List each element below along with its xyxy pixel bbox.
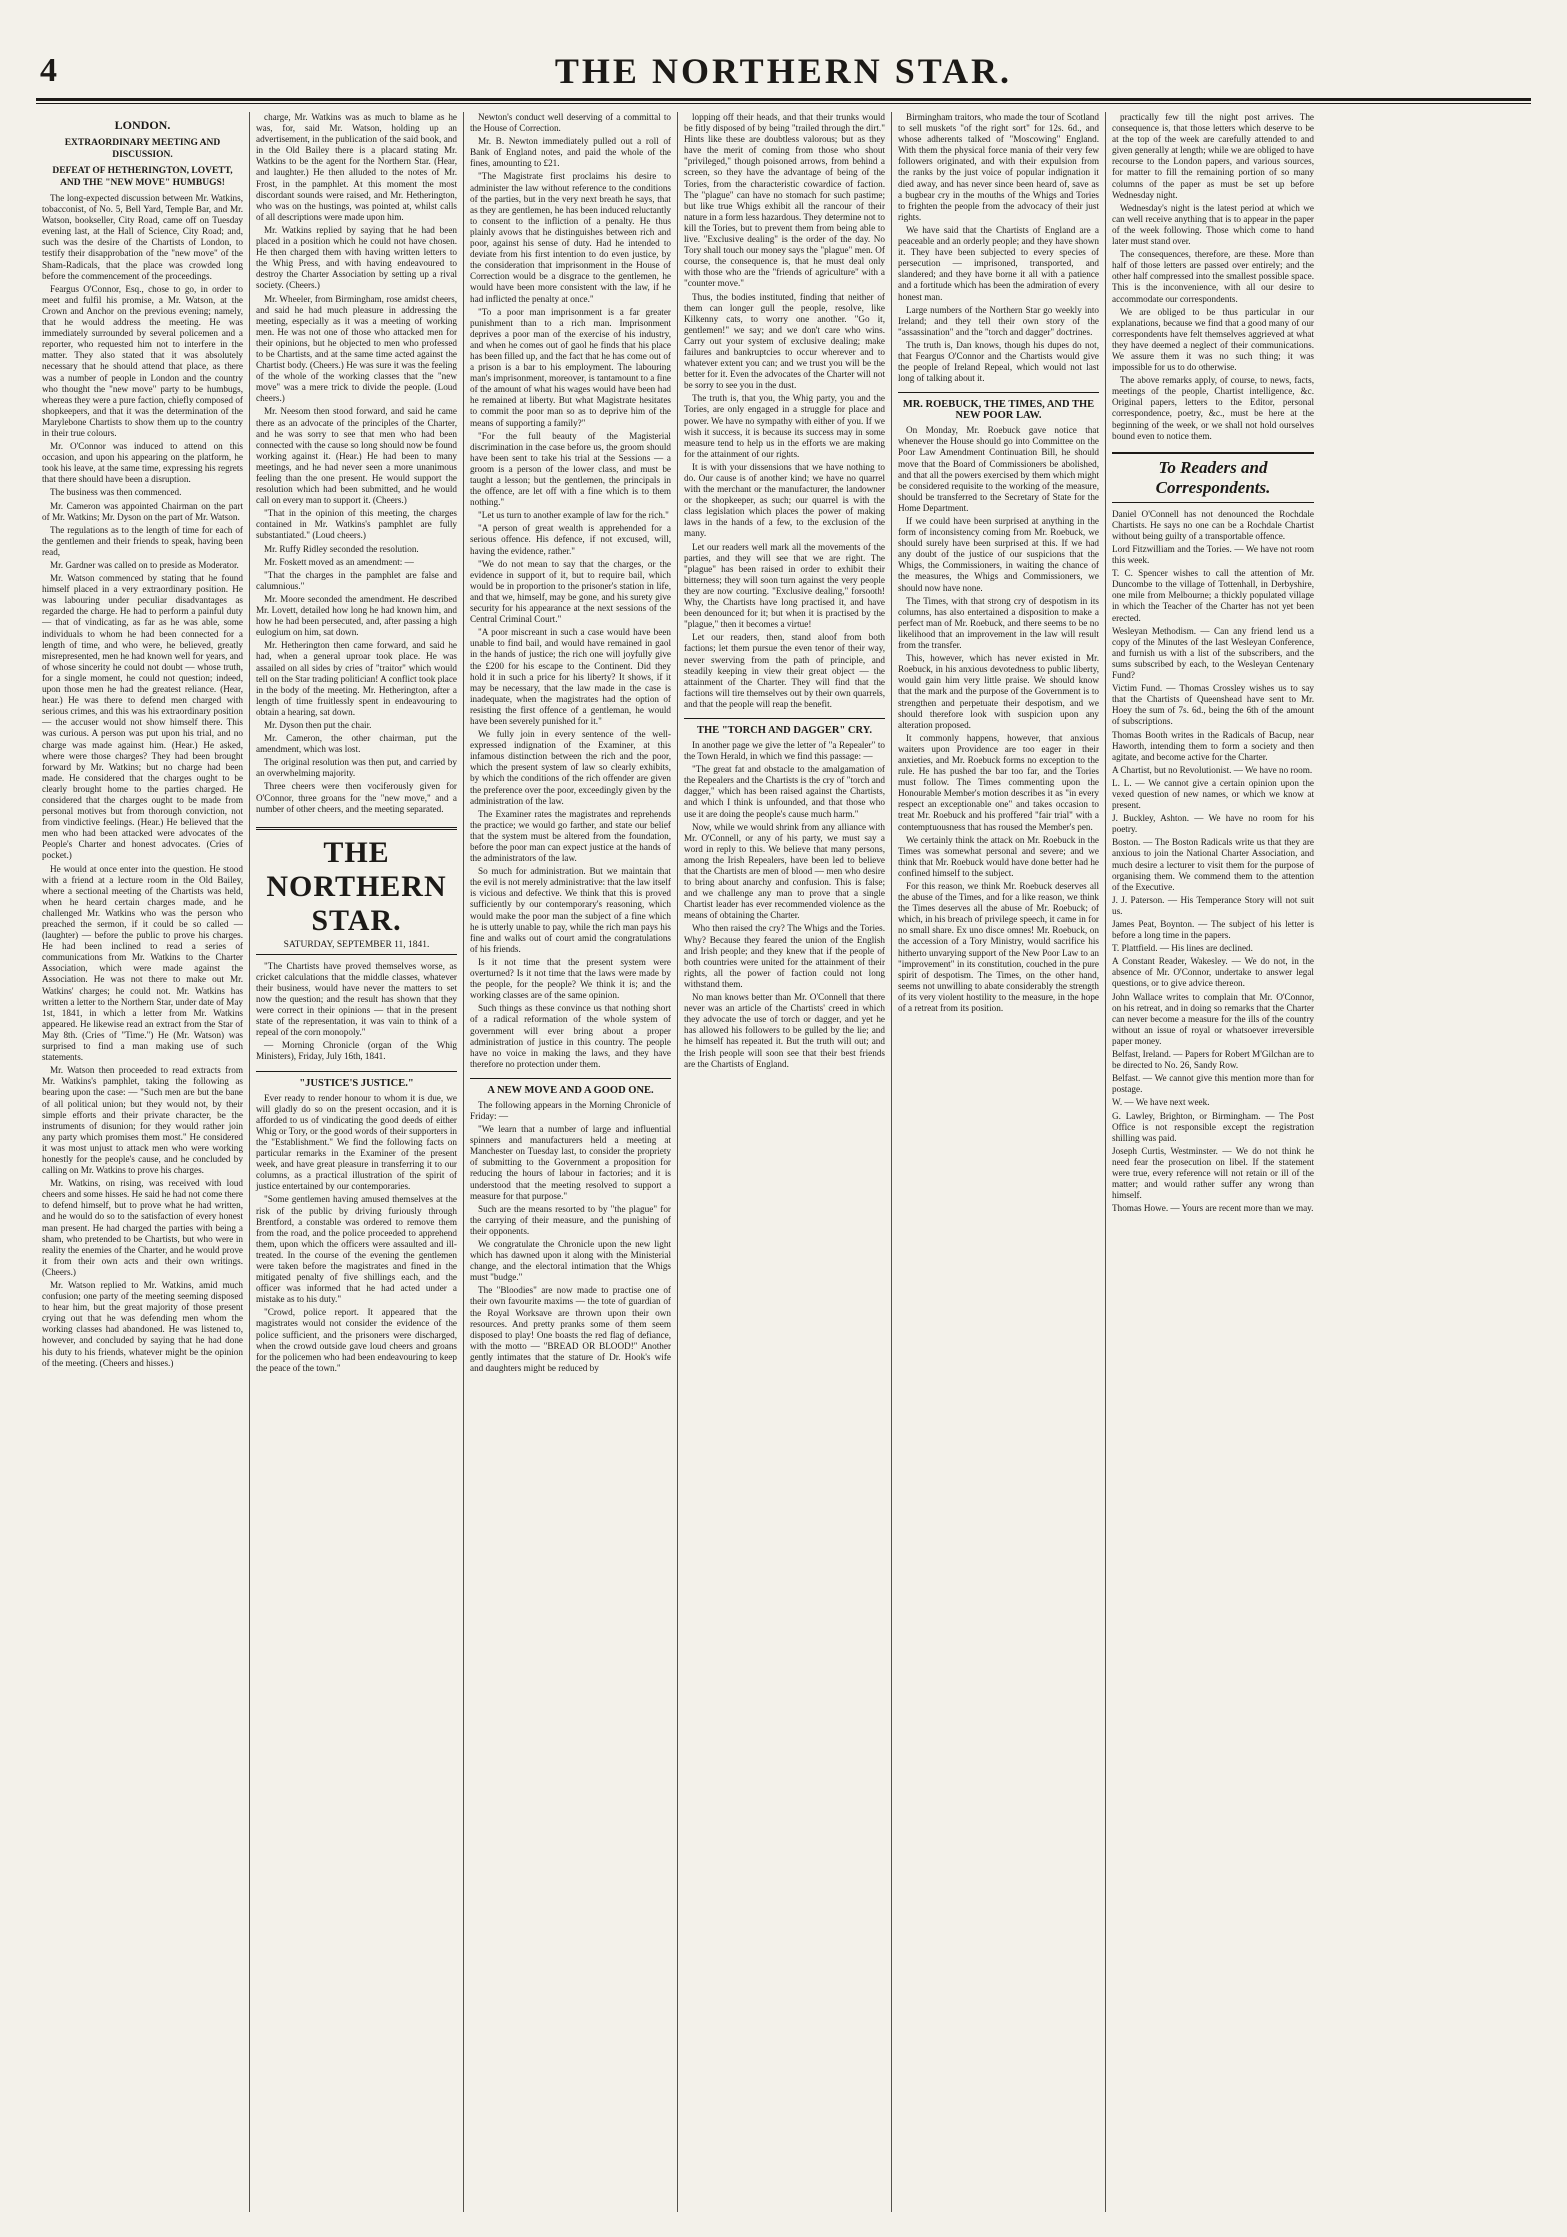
article-body — [898, 112, 1099, 384]
notice-item: John Wallace writes to complain that Mr. O'Connor, on his retreat, and in doing so remarks that the Charter can never become a measure for the ills of the country without an issue of royal or whatsoever irreversible paper money. — [1112, 991, 1314, 1046]
paragraph: Mr. Watson then proceeded to read extracts from Mr. Watkins's pamphlet, taking the following as bearing upon the case: — "Such men are but the bane of all political union; but they would not, by their simple efforts and their private character, be the instruments of disunion; for they would rather join any party which promises them most." He considered it was most unjust to attack men who were working honestly for the people's cause, and he concluded by calling on Mr. Watkins to prove his charges. — [42, 1065, 243, 1176]
paragraph: Mr. Cameron was appointed Chairman on the part of Mr. Watkins; Mr. Dyson on the part of Mr. Watson. — [42, 500, 243, 522]
notice-item: Lord Fitzwilliam and the Tories. — We have not room this week. — [1112, 544, 1314, 566]
paragraph: Is it not time that the present system were overturned? Is it not time that the laws were made by the people, for the people? We think it is; and the working classes are of the same opinion. — [470, 956, 671, 1001]
paragraph: Mr. Watkins replied by saying that he had been placed in a position which he could not have chosen. He then charged them with having written letters to the Whig Press, and with having endeavoured to destroy the Charter Association by setting up a rival society. (Cheers.) — [256, 224, 457, 291]
paragraph: Mr. Watkins, on rising, was received with loud cheers and some hisses. He said he had not come there to defend himself, but to prove what he had written, and he would do so to the satisfaction of every honest man present. He had charged the parties with being a sham, who pretended to be Chartists, but who were in reality the enemies of the Charter, and he would prove it from their own acts and their own writings. (Cheers.) — [42, 1178, 243, 1277]
columns — [36, 112, 1531, 2212]
paragraph: The truth is, that you, the Whig party, you and the Tories, are only engaged in a struggle for place and power. We have no sympathy with either of you. If we wish it success, it is because its success may in some measure tend to help us in the efforts we are making for the attainment of our rights. — [684, 393, 885, 459]
paragraph: Mr. Moore seconded the amendment. He described Mr. Lovett, detailed how long he had known him, and how he had been persecuted, and, after passing a high eulogium on him, sat down. — [256, 593, 457, 638]
paragraph: Mr. Dyson then put the chair. — [264, 719, 372, 730]
notice-item: Joseph Curtis, Westminster. — We do not think he need fear the prosecution on libel. If the statement were true, every reference will not retain or ill of the matter; and would rather suffer any wrong than himself. — [1112, 1145, 1314, 1201]
paragraph: The Times, with that strong cry of despotism in its columns, has also entertained a disposition to make a perfect man of Mr. Roebuck, and there seems to be no likelihood that an improvement in the law will result from the transfer. — [898, 595, 1099, 651]
article-heading: A NEW MOVE AND A GOOD ONE. — [470, 1078, 671, 1096]
paragraph: "The Magistrate first proclaims his desire to administer the law without reference to the conditions of the parties, but in the very next breath he says, that as they are gentlemen, he has been induced reluctantly to consent to the infliction of a penalty. He thus plainly avows that he distinguishes between rich and poor, against his sense of duty. Had he intended to deviate from his first intention to do even justice, by the consideration that imprisonment in the House of Correction would be a disgrace to the gentlemen, he would have been more consistent with the law, if he had inflicted the penalty at once." — [470, 171, 671, 304]
notice-item: Victim Fund. — Thomas Crossley wishes us to say that the Chartists of Queenshead have sent to Mr. Hoey the sum of 7s. 6d., being the 6th of the amount of subscriptions. — [1112, 683, 1314, 727]
paragraph: "That in the opinion of this meeting, the charges contained in Mr. Watkins's pamphlet are fully substantiated." (Loud cheers.) — [256, 508, 457, 541]
editorial-date: SATURDAY, SEPTEMBER 11, 1841. — [256, 940, 457, 955]
paragraph: We certainly think the attack on Mr. Roebuck in the Times was somewhat personal and severe; and we think that Mr. Roebuck would have done better had he confined himself to the subject. — [898, 834, 1099, 878]
paragraph: The original resolution was then put, and carried by an overwhelming majority. — [256, 757, 457, 779]
paragraph: charge, Mr. Watkins was as much to blame as he was, for, said Mr. Watson, holding up an advertisement, in the publication of the said book, and in the Old Bailey there is a placard stating Mr. Watkins to be the agent for the Northern Star. (Hear, and laughter.) He then alluded to the notes of Mr. Frost, in the pamphlet. At this moment the most discordant sounds were raised, and Mr. Hetherington, who was on the hustings, was pointed at, whilst calls of all descriptions were made upon him. — [256, 112, 457, 222]
article-body — [898, 425, 1099, 1014]
paragraph: He would at once enter into the question. He stood with a friend at a lecture room in the Old Bailey, where a sectional meeting of the Chartists was held, when he heard certain charges made, and he challenged Mr. Watkins who was the person who preached the sermon, if it could be so called — (laughter) — before the public to prove his charges. He had been inclined to read a series of communications from Mr. Watkins to the Charter Association, which were made against the Association. He was not there to make out Mr. Watkins' charges; he could not. Mr. Watkins has written a letter to the Northern Star, under date of May 1st, 1841, in which a letter from Mr. Watkins appeared. He likewise read an extract from the Star of May 8th. (Cries of "Time.") He (Mr. Watson) was surprised to find a man making use of such statements. — [42, 863, 243, 1063]
notice-item: Thomas Howe. — Yours are recent more than we may. — [1112, 1203, 1314, 1214]
article-body — [470, 1100, 671, 1374]
paragraph: Mr. Gardner was called on to preside as Moderator. — [50, 560, 239, 570]
column-1 — [36, 112, 250, 2212]
paragraph: This, however, which has never existed in Mr. Roebuck, in his anxious devotedness to public liberty, would gain him very little praise. We should know that the mark and the purpose of the Government is to strengthen and perpetuate their despotism, and we should therefore look with suspicion upon any alteration proposed. — [898, 653, 1099, 730]
notice-item: Belfast, Ireland. — Papers for Robert M'Gilchan are to be directed to No. 26, Sandy Row. — [1112, 1049, 1314, 1071]
paragraph: Mr. Ruffy Ridley seconded the resolution. — [264, 543, 419, 554]
column-2 — [250, 112, 464, 2212]
notice-item: James Peat, Boynton. — The subject of his letter is before a long time in the papers. — [1112, 919, 1314, 941]
paragraph: Such things as these convince us that nothing short of a radical reformation of the whole system of government will ever bring about a proper administration of justice in this country. The people have no voice in making the laws, and they have therefore no protection under them. — [470, 1003, 671, 1069]
column-5 — [892, 112, 1106, 2212]
paragraph: "That the charges in the pamphlet are false and calumnious." — [256, 569, 457, 591]
paragraph: No man knows better than Mr. O'Connell that there never was an article of the Chartists' creed in which they advocate the use of torch or dagger, and yet he has allowed his followers to be gulled by the lie; and he himself has repeated it. But the truth will out; and the Irish people will soon see that their best friends are the Chartists of England. — [684, 992, 885, 1069]
article-body — [256, 112, 457, 815]
article-body — [42, 193, 243, 1369]
paragraph: Mr. Watson replied to Mr. Watkins, amid much confusion; one party of the meeting seeming disposed to hear him, but the great majority of those present crying out that he was defending men whom the working classes had abandoned. He was listened to, however, and concluded by saying that he had done his duty to his friends, whatever might be the opinion of the meeting. (Cheers and hisses.) — [42, 1280, 243, 1368]
paragraph: "Crowd, police report. It appeared that the magistrates would not consider the evidence of the police sufficient, and the prisoners were discharged, when the crowd outside gave loud cheers and groans for the policemen who had been endeavouring to keep the peace of the town." — [256, 1307, 457, 1373]
paragraph: Now, while we would shrink from any alliance with Mr. O'Connell, or any of his party, we must say a word in reply to this. We believe that many persons, among the Irish Repealers, have been led to believe that the Chartists are men of blood — men who desire to bring about anarchy and confusion. This is false; and we challenge any man to prove that a single Chartist leader has ever recommended violence as the means of obtaining the Charter. — [684, 821, 885, 921]
article-body — [256, 1093, 457, 1374]
notice-item: W. — We have next week. — [1112, 1097, 1210, 1108]
correspondents-heading: To Readers and Correspondents. — [1112, 452, 1314, 503]
paragraph: Mr. B. Newton immediately pulled out a roll of Bank of England notes, and paid the whole of the fines, amounting to £21. — [470, 136, 671, 169]
column-6 — [1106, 112, 1320, 2212]
paragraph: Let our readers well mark all the movements of the parties, and they will see that we are right. The "plague" has been raised in order to exhibit their bitterness; they will soon turn against the very people they are now courting. "Exclusive dealing," forsooth! Why, the Chartists have long practised it, and have been denounced for it; but when it is practised by the "plague," then it becomes a virtue! — [684, 541, 885, 630]
notice-item: Thomas Booth writes in the Radicals of Bacup, near Haworth, intending them to form a society and then agitate, and become active for the Charter. — [1112, 729, 1314, 762]
paragraph: We congratulate the Chronicle upon the new light which has dawned upon it along with the Ministerial change, and the electoral intimation that the Whigs must "budge." — [470, 1239, 671, 1283]
paragraph: Who then raised the cry? The Whigs and the Tories. Why? Because they feared the union of the English and Irish people; and they knew that if the people of both countries were united for the attainment of their rights, all the power of faction could not long withstand them. — [684, 923, 885, 989]
article-body — [1112, 112, 1314, 442]
paragraph: Thus, the bodies instituted, finding that neither of them can longer gull the people, resolve, like Kilkenny cats, to worry one another. "Go it, gentlemen!" we say; and we don't care who wins. Carry out your system of exclusive dealing; make failures and bankruptcies to occur wherever and to whatever extent you can; and we trust you will be the better for it. Even the advocates of the Charter will not be sorry to see you in the dust. — [684, 291, 885, 391]
paragraph: Wednesday's night is the latest period at which we can well receive anything that is to appear in the paper of the week following. Those which come to hand later must stand over. — [1112, 202, 1314, 247]
notice-item: L. L. — We cannot give a certain opinion upon the vexed question of new names, or which we know at present. — [1112, 777, 1314, 811]
paragraph: Mr. Hetherington then came forward, and said he had, when a general uproar took place. He was assailed on all sides by cries of "traitor" which would tell on the Star trading politician! A conflict took place in the body of the meeting. Mr. Hetherington, after a length of time fruitlessly spent in endeavouring to obtain a hearing, sat down. — [256, 640, 457, 717]
article-heading: THE "TORCH AND DAGGER" CRY. — [684, 718, 885, 736]
notice-item: Boston. — The Boston Radicals write us that they are anxious to join the National Charter Association, and much desire a lecturer to visit them for the purpose of organising them. We commend them to the attention of the Executive. — [1112, 837, 1314, 892]
notice-item: T. Plattfield. — His lines are declined. — [1112, 943, 1253, 954]
article-body — [684, 740, 885, 1070]
paragraph: Such are the means resorted to by "the plague" for the carrying of their measure, and the punishing of their opponents. — [470, 1203, 671, 1236]
paragraph: lopping off their heads, and that their trunks would be fitly disposed of by being "trailed through the dirt." Hints like these are doubtless valorous; but as they have the merit of coming from those who shout "privileged," though poisoned arrows, from behind a screen, so they have the advantage of being of the Tories, from the characteristic cowardice of faction. The "plague" can have no stomach for such pastime; but like true Whigs exhibit all the rancour of their nature in a form less hazardous. They determine not to kill the Tories, but to prevent them from being able to live. "Exclusive dealing" is the order of the day. No Tory shall touch our money says the "plague" men. Of course, the consequence is, that he must deal only with those who are the "friends of agriculture" with a "counter move." — [684, 112, 885, 289]
paragraph: Let our readers, then, stand aloof from both factions; let them pursue the even tenor of their way, never swerving from the path of principle, and steadily keeping in view their great object — the attainment of the Charter. They will find that the factions will tire themselves out by their own quarrels, and that the people will reap the benefit. — [684, 632, 885, 709]
paragraph: "For the full beauty of the Magisterial discrimination in the case before us, the groom should have been sent to take his trial at the Sessions — a groom is a person of the lower class, and must be taught a lesson; but the gentlemen, the principals in the offence, are let off with a fine which is to them nothing." — [470, 430, 671, 508]
paragraph: "Let us turn to another example of law for the rich." — [478, 510, 669, 521]
paragraph: practically few till the night post arrives. The consequence is, that those letters which deserve to be at the top of the week are carefully attended to and given generally at length; while we are obliged to have recourse to the London papers, and various sources, for matter to fill the remaining portion of so many columns of the paper as must be set up before Wednesday night. — [1112, 112, 1314, 200]
paragraph: The business was then commenced. — [50, 487, 182, 498]
notice-item: A Constant Reader, Wakesley. — We do not, in the absence of Mr. O'Connor, undertake to answer legal questions, or to give advice thereon. — [1112, 956, 1314, 989]
paragraph: "A poor miscreant in such a case would have been unable to find bail, and would have remained in gaol in the hands of justice; the rich one will joyfully give the £200 for his escape to the Continent. Did they hold it in such a price for his liberty? It shows, if it may be necessary, that the law made in the case is inadequate, when the magistrates had the option of resisting the first offence of a gentleman, he would have been severely punished for it." — [470, 627, 671, 726]
paragraph: Three cheers were then vociferously given for O'Connor, three groans for the "new move," and a number of other cheers, and the meeting separated. — [256, 781, 457, 814]
editorial-masthead: THE NORTHERN STAR. — [256, 827, 457, 938]
paragraph: The above remarks apply, of course, to news, facts, meetings of the people, Chartist intelligence, &c. Original papers, letters to the Editor, personal correspondence, poetry, &c., must be here at the beginning of the week, or we shall not hold ourselves bound even to notice them. — [1112, 375, 1314, 441]
paragraph: On Monday, Mr. Roebuck gave notice that whenever the House should go into Committee on the Poor Law Amendment Continuation Bill, he should move that the Board of Commissioners be abolished, and that all the powers exercised by them which might be considered requisite to the working of the measure, should be transferred to the Secretary of State for the Home Department. — [898, 425, 1099, 513]
masthead-rule-thin — [36, 103, 1531, 104]
article-subheading: DEFEAT OF HETHERINGTON, LOVETT, AND THE "NEW MOVE" HUMBUGS! — [52, 166, 233, 188]
article-body — [684, 112, 885, 710]
notice-item: Wesleyan Methodism. — Can any friend lend us a copy of the Minutes of the last Wesleyan Conference, and furnish us with a list of the subscribers, and the sums subscribed by each, to the Wesleyan Centenary Fund? — [1112, 625, 1314, 681]
column-4 — [678, 112, 892, 2212]
paragraph: If we could have been surprised at anything in the form of inconsistency coming from Mr. Roebuck, we should surely have been surprised at this. If we had any doubt of the justice of our suspicions that the Whigs, the Commissioners, in waiting the chance of the measures, the Whigs and Commissioners, we should now have none. — [898, 516, 1099, 593]
paragraph: For this reason, we think Mr. Roebuck deserves all the abuse of the Times, and for a like reason, we think the Times deserves all the abuse of Mr. Roebuck; of which, in his breach of privilege speech, it came in for no small share. Ex uno disce omnes! Mr. Roebuck, on the accession of a Tory Ministry, would sacrifice his hitherto unvarying support of the New Poor Law to an "improvement" in its constitution, couched in the pure spirit of despotism. The Times, on the other hand, seems not unwilling to abate considerably the strength of its very violent hostility to the measure, in the hope of a retreat from its position. — [898, 881, 1099, 1014]
paragraph: Ever ready to render honour to whom it is due, we will gladly do so on the present occasion, and it is afforded to us of vindicating the good deeds of either Whig or Tory, or the good words of their supporters in the "Establishment." We find the following facts on particular remarks in the Examiner of the present week, and have great pleasure in transferring it to our columns, as a practical illustration of the spirit of justice entertained by our contemporaries. — [256, 1092, 457, 1192]
paragraph: Mr. O'Connor was induced to attend on this occasion, and upon his appearing on the platform, he took his leave, at the same time, expressing his regrets that there should have been a disruption. — [42, 441, 243, 485]
paragraph: "To a poor man imprisonment is a far greater punishment than to a rich man. Imprisonment deprives a poor man of the exercise of his industry, and when he comes out of gaol he finds that his place has been filled up, and the fact that he has come out of a prison is a bar to his employment. The labouring man's imprisonment, moreover, is tantamount to a fine of the amount of what his wages would have been had he remained at liberty. But what Magistrate hesitates to commit the poor man so as to deprive him of the means of supporting a family?" — [470, 306, 671, 428]
notice-item: J. J. Paterson. — His Temperance Story will not suit us. — [1112, 894, 1314, 916]
correspondents-notices — [1112, 509, 1314, 1215]
masthead-rule — [36, 98, 1531, 101]
paragraph: We are obliged to be thus particular in our explanations, because we find that a good many of our correspondents have felt themselves aggrieved at what they have deemed a neglect of their communications. We assure them it was no such thing; it was impossible for us to do otherwise. — [1112, 306, 1314, 373]
paragraph: So much for administration. But we maintain that the evil is not merely administrative: that the law itself is vicious and defective. We think that this is proved sufficiently by our contemporary's reasoning, which would make the poor man the subject of a fine which he is utterly unable to pay, while the rich man pays his fine and walks out of court amid the congratulations of his friends. — [470, 866, 671, 954]
notice-item: Daniel O'Connell has not denounced the Rochdale Chartists. He says no one can be a Rochdale Chartist without being guilty of a transportable offence. — [1112, 508, 1314, 541]
paragraph: Mr. Neesom then stood forward, and said he came there as an advocate of the principles of the Charter, and he was sorry to see that men who had been connected with the cause so long should now be found working against it. (Hear.) He had been to many meetings, and he had never seen a more unanimous feeling than the one present. He would support the resolution which had been submitted, and he would call on every man to support it. (Cheers.) — [256, 406, 457, 506]
quote-text: "The Chartists have proved themselves worse, as cricket calculations that the middle classes, whatever their business, would have never the matters to set now the question; and the result has shown that they were correct in their opinions — that in the present state of the representation, it was vain to think of a repeal of the corn monopoly." — [256, 960, 457, 1038]
editorial-quote — [256, 961, 457, 1063]
paragraph: The truth is, Dan knows, though his dupes do not, that Feargus O'Connor and the Chartists would give the people of Ireland Repeal, which would not last long of talking about it. — [898, 339, 1099, 384]
notice-item: J. Buckley, Ashton. — We have no room for his poetry. — [1112, 813, 1314, 835]
paragraph: We have said that the Chartists of England are a peaceable and an orderly people; and they have shown it. They have been subjected to every species of persecution — imprisoned, transported, and slandered; and they have borne it all with a patience and a fortitude which has been the admiration of every honest man. — [898, 224, 1099, 302]
paragraph: Mr. Watson commenced by stating that he found himself placed in a very extraordinary position. He was labouring under peculiar disadvantages as regarded the charge. He had to perform a painful duty — that of vindicating, as far as he was able, some individuals to whom he had been connected for a length of time, and who were, he believed, greatly misrepresented, men he had known well for years, and of whose sincerity he could not doubt — whose truth, for a single moment, he could not question; indeed, upon those men he had the greatest reliance. (Hear, hear.) He was there to defend men charged with serious crimes, and this was his extraordinary position — the accuser would not show himself there. This was curious. A person was put upon his trial, and no charge was made against him. (Hear.) He asked, where were those charges? They had been brought forward by Mr. Watkins; but no charge had been made. He considered that the charges ought to be clearly brought home to the parties charged. He considered that the charges ought to be made from personal motives but from thorough conviction, not from vindictive feelings. (Hear.) He believed that the men who had been attacked were advocates of the People's Charter and honest advocates. (Cries of pocket.) — [42, 573, 243, 861]
paragraph: The Examiner rates the magistrates and reprehends the practice; we would go farther, and state our belief that the system must be altered from the foundation, before the poor man can expect justice at the hands of the administrators of the law. — [470, 808, 671, 864]
paragraph: Newton's conduct well deserving of a committal to the House of Correction. — [470, 112, 671, 134]
paragraph: Mr. Cameron, the other chairman, put the amendment, which was lost. — [256, 733, 457, 755]
paragraph: We fully join in every sentence of the well-expressed indignation of the Examiner, at this infamous distinction between the rich and the poor, which the present system of law so clearly exhibits, by which the conditions of the rich offender are given the preference over the poor, exceedingly given by the administration of the law. — [470, 729, 671, 806]
paragraph: The regulations as to the length of time for each of the gentlemen and their friends to speak, having been read, — [42, 524, 243, 557]
column-3 — [464, 112, 678, 2212]
notice-item: Belfast. — We cannot give this mention more than for postage. — [1112, 1073, 1314, 1095]
article-heading: "JUSTICE'S JUSTICE." — [256, 1071, 457, 1089]
notice-item: T. C. Spencer wishes to call the attention of Mr. Duncombe to the village of Tottenhall, in Derbyshire, one mile from Melbourne; a thickly populated village in which the Teacher of the Charter has not yet been erected. — [1112, 568, 1314, 623]
paragraph: It commonly happens, however, that anxious waiters upon Providence are too eager in their anxieties, and Mr. Roebuck forms no exception to the rule. He has pushed the bar too far, and the Tories must follow. The Times commenting upon the Honourable Member's motion describes it as "in every respect an exceptionable one" and takes occasion to treat Mr. Roebuck and his proffered "fair trial" with a contemptuousness that has roused the Member's pen. — [898, 732, 1099, 832]
paragraph: It is with your dissensions that we have nothing to do. Our cause is of another kind; we have no quarrel with the merchant or the manufacturer, the landowner or the shopkeeper, as such; our quarrel is with the class legislation which places the power of making laws in the hands of a few, to the exclusion of the many. — [684, 461, 885, 539]
paragraph: In another page we give the letter of "a Repealer" to the Town Herald, in which we find this passage: — — [684, 739, 885, 762]
paragraph: The "Bloodies" are now made to practise one of their own favourite maxims — the tote of guardian of the Royal Worksave are thrown upon their own resources. And pretty pranks some of them seem disposed to play! One boasts the red flag of defiance, with the motto — "BREAD OR BLOOD!" Another gently intimates that the stature of Dr. Hook's wife and daughters might be reduced by — [470, 1285, 671, 1374]
article-body — [470, 112, 671, 1070]
notice-item: G. Lawley, Brighton, or Birmingham. — The Post Office is not responsible except the registration shilling was paid. — [1112, 1110, 1314, 1143]
page-number: 4 — [40, 52, 57, 89]
paragraph: The long-expected discussion between Mr. Watkins, tobacconist, of No. 5, Bell Yard, Temple Bar, and Mr. Watson, bookseller, City Road, came off on Tuesday evening last, at the Hall of Science, City Road; and, such was the desire of the Chartists of London, to testify their disapprobation of the "new move" of the Sham-Radicals, that the place was crowded long before the commencement of the proceedings. — [42, 193, 243, 281]
paragraph: Mr. Wheeler, from Birmingham, rose amidst cheers, and said he had much pleasure in addressing the meeting, especially as it was a meeting of working men. He was not one of those who attacked men for their opinions, but he objected to men who professed to be Chartists, and at the same time acted against the Chartist body. (Cheers.) He was sure it was the feeling of the whole of the working classes that the "new move" was a mere trick to divide the people. (Loud cheers.) — [256, 293, 457, 404]
quote-source: — Morning Chronicle (organ of the Whig Ministers), Friday, July 16th, 1841. — [256, 1040, 457, 1062]
paragraph: "The great fat and obstacle to the amalgamation of the Repealers and the Chartists is the cry of "torch and dagger," which has been raised against the Chartists, and which I think is unfounded, and that those who use it are doing the people's cause much harm." — [684, 764, 885, 819]
paragraph: "We do not mean to say that the charges, or the evidence in support of it, but to require bail, which would be in proportion to the prisoner's station in life, and that we, himself, may be gone, and his surety give security for his appearance at the next sessions of the Central Criminal Court." — [470, 558, 671, 625]
notice-item: A Chartist, but no Revolutionist. — We have no room. — [1112, 764, 1313, 775]
paragraph: Feargus O'Connor, Esq., chose to go, in order to meet and fulfil his promise, a Mr. Watson, at the Crown and Anchor on the previous evening; namely, that he would address the meeting. He was immediately surrounded by several policemen and a reporter, who requested him not to interfere in the matter. They also stated that it was absolutely necessary that he should attend that place, as there was a number of people in London and the country who thought the "new move" party to be humbugs, whereas they were a pure faction, chiefly composed of shopkeepers, and that it was the determination of the Marylebone Chartists to show them up to the country in their true colours. — [42, 283, 243, 438]
paragraph: Birmingham traitors, who made the tour of Scotland to sell muskets "of the right sort" for 12s. 6d., and whose adherents talked of "Moscowing" England. With them the physical force mania of their very few followers originated, and with their expulsion from the ranks by the just voice of popular indignation it died away, and has never since been heard of, save as a bugbear cry in the mouths of the Whigs and Tories to frighten the people from the advocacy of their just rights. — [898, 112, 1099, 222]
paragraph: Large numbers of the Northern Star go weekly into Ireland; and they tell their own story of the "assassination" and the "torch and dagger" doctrines. — [898, 304, 1099, 337]
paragraph: Mr. Foskett moved as an amendment: — — [264, 556, 414, 567]
paragraph: The consequences, therefore, are these. More than half of those letters are passed over entirely; and the other half compressed into the smallest possible space. This is the inconvenience, with all our desire to accommodate our correspondents. — [1112, 249, 1314, 304]
paragraph: "Some gentlemen having amused themselves at the risk of the public by driving furiously through Brentford, a constable was ordered to remove them from the road, and the police proceeded to apprehend them, upon which the officers were assaulted and ill-treated. In the course of the evening the gentlemen were taken before the magistrates and fined in the mitigated penalty of five shillings each, and the officer was informed that he had acted under a mistake as to his duty." — [256, 1194, 457, 1305]
article-heading: MR. ROEBUCK, THE TIMES, AND THE NEW POOR LAW. — [898, 392, 1099, 421]
dateline: LONDON. — [114, 118, 171, 132]
article-heading: EXTRAORDINARY MEETING AND DISCUSSION. — [64, 138, 221, 160]
paragraph: The following appears in the Morning Chronicle of Friday: — — [470, 1099, 671, 1121]
masthead: THE NORTHERN STAR. — [554, 51, 1013, 91]
paragraph: "A person of great wealth is apprehended for a serious offence. His defence, if not excused, will, having the evidence, rather." — [470, 523, 671, 556]
paragraph: "We learn that a number of large and influential spinners and manufacturers held a meeting at Manchester on Tuesday last, to consider the propriety of submitting to the Government a proposition for reducing the hours of labour in factories; and it is understood that the meeting resolved to support a measure for that purpose." — [470, 1124, 671, 1201]
